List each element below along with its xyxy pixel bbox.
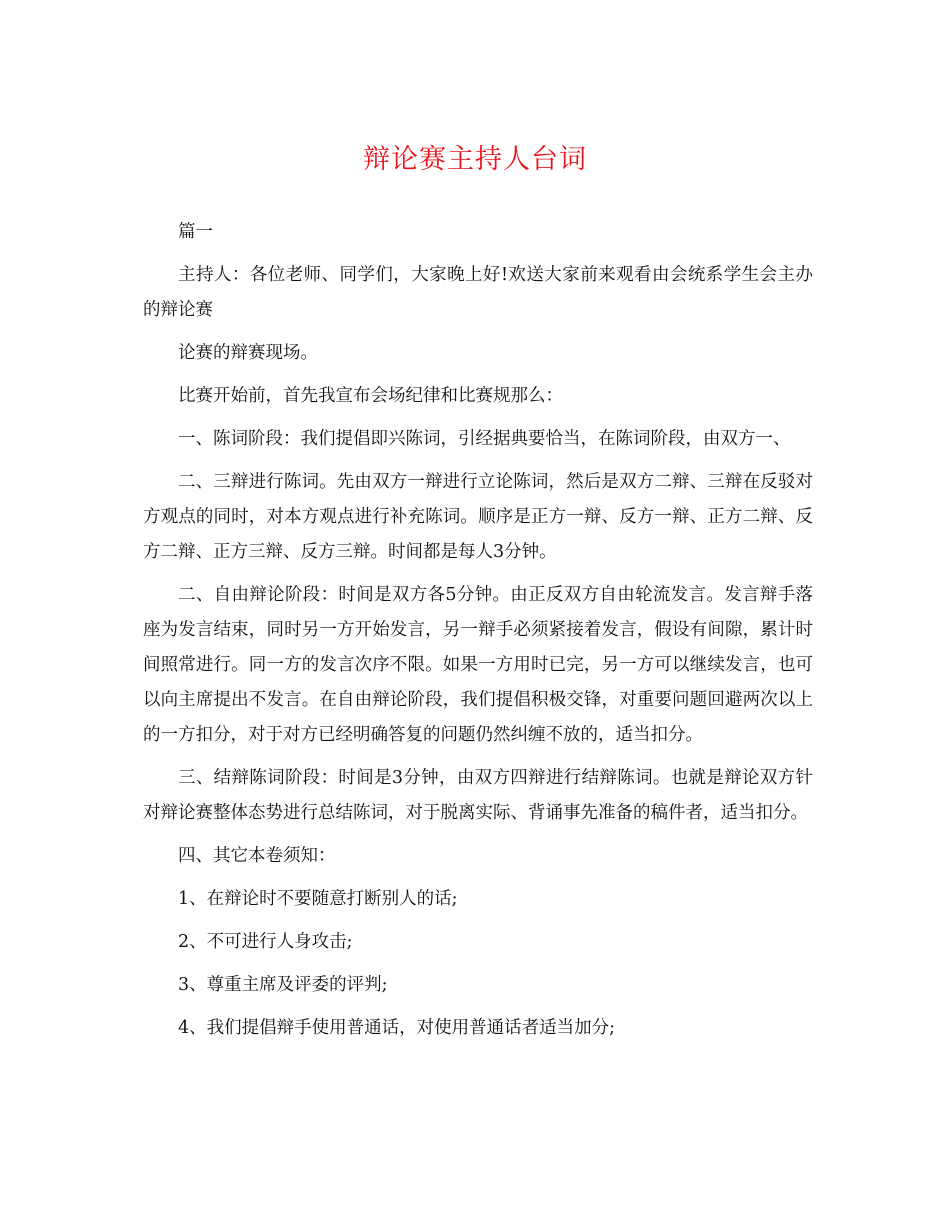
document-body bbox=[143, 215, 813, 1054]
paragraph: 二、自由辩论阶段：时间是双方各5分钟。由正反双方自由轮流发言。发言辩手落座为发言结束，同时另一方开始发言，另一辩手必须紧接着发言，假设有间隙，累计时间照常进行。同一方的发言次序不限。如果一方用时已完，另一方可以继续发言，也可以向主席提出不发言。在自由辩论阶段，我们提倡积极交锋，对重要问题回避两次以上的一方扣分，对于对方已经明确答复的问题仍然纠缠不放的，适当扣分。 bbox=[143, 585, 813, 745]
paragraph: 主持人：各位老师、同学们，大家晚上好!欢送大家前来观看由会统系学生会主办的辩论赛 bbox=[143, 265, 813, 320]
document-title: 辩论赛主持人台词 bbox=[363, 144, 587, 175]
paragraph: 比赛开始前，首先我宣布会场纪律和比赛规那么： bbox=[178, 386, 563, 406]
paragraph: 篇一 bbox=[178, 222, 213, 242]
paragraph: 2、不可进行人身攻击; bbox=[178, 932, 353, 952]
paragraph: 二、三辩进行陈词。先由双方一辩进行立论陈词，然后是双方二辩、三辩在反驳对方观点的同时，对本方观点进行补充陈词。顺序是正方一辩、反方一辩、正方二辩、反方二辩、正方三辩、反方三辩。时间都是每人3分钟。 bbox=[143, 472, 813, 562]
paragraph: 四、其它本卷须知： bbox=[178, 846, 336, 866]
paragraph: 4、我们提倡辩手使用普通话，对使用普通话者适当加分; bbox=[178, 1018, 616, 1038]
paragraph: 3、尊重主席及评委的评判; bbox=[178, 975, 388, 995]
paragraph: 1、在辩论时不要随意打断别人的话; bbox=[178, 889, 458, 909]
paragraph: 一、陈词阶段：我们提倡即兴陈词，引经据典要恰当，在陈词阶段，由双方一、 bbox=[178, 429, 791, 449]
paragraph: 三、结辩陈词阶段：时间是3分钟，由双方四辩进行结辩陈词。也就是辩论双方针对辩论赛整体态势进行总结陈词，对于脱离实际、背诵事先准备的稿件者，适当扣分。 bbox=[143, 768, 813, 823]
paragraph: 论赛的辩赛现场。 bbox=[178, 343, 318, 363]
